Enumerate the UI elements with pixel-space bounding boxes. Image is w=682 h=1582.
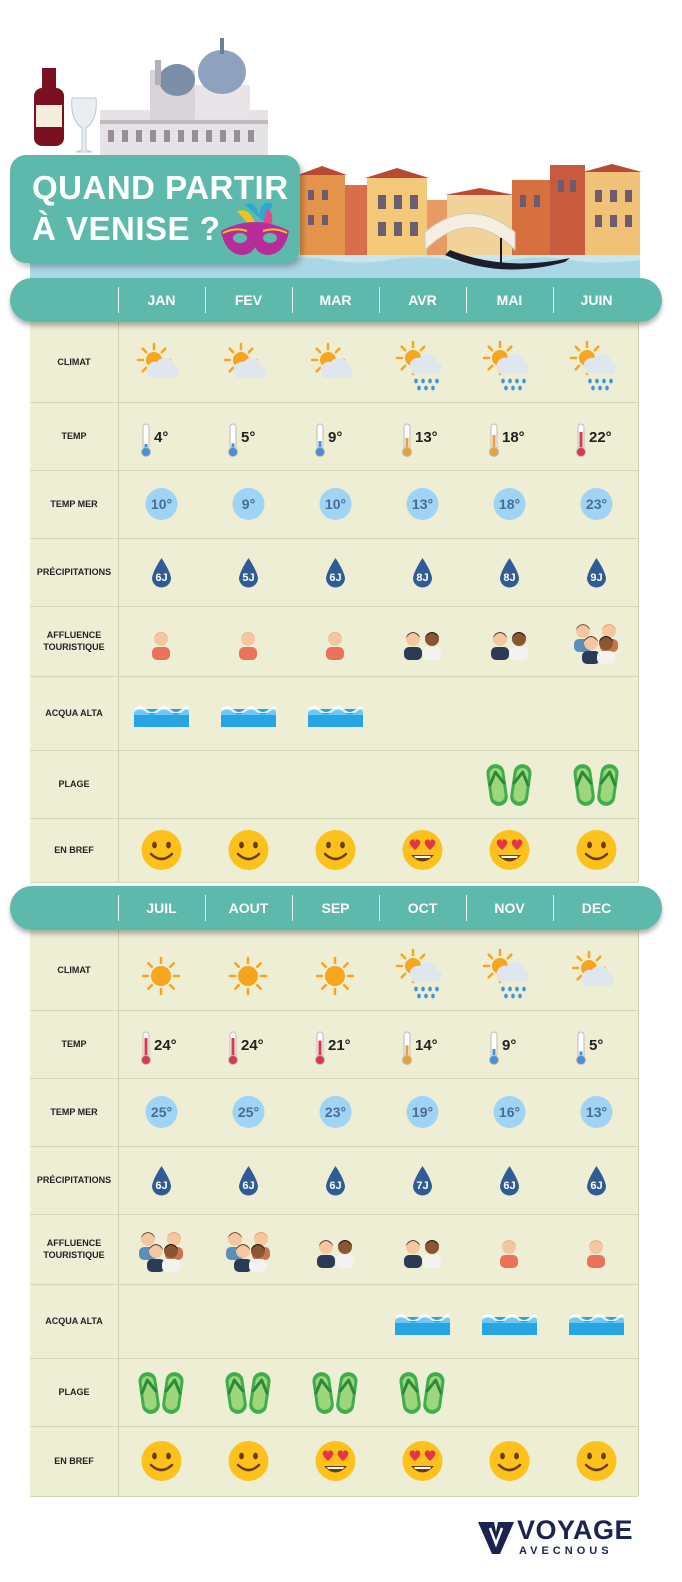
row-label-temp (30, 1038, 118, 1050)
month-separator (292, 287, 293, 313)
precipitation-cell-dec (553, 1146, 640, 1214)
precipitation-cell-oct (379, 1146, 466, 1214)
sea-temp-value: 25° (150, 1104, 173, 1120)
row-label-text: TEMP MER (50, 499, 98, 509)
row-label-text: CLIMAT (57, 357, 91, 367)
row-label-temp-mer (30, 1106, 118, 1118)
mood-cell-aout (205, 1427, 292, 1495)
mood-cell-mar (292, 816, 379, 884)
temp-cell-avr (379, 402, 466, 470)
sea-temp-value: 10° (150, 496, 173, 512)
mood-cell-sep (292, 1427, 379, 1495)
sea-temp-value: 25° (237, 1104, 260, 1120)
row-label-text: TEMP MER (50, 1107, 98, 1117)
month-label-fev: FEV (234, 292, 263, 308)
month-label-nov: NOV (494, 900, 525, 916)
row-label-temp-mer (30, 498, 118, 510)
temp-value: 22° (589, 429, 612, 446)
rain-days-value: 8J (416, 572, 429, 584)
buildings-illustration (298, 164, 642, 270)
temp-value: 24° (241, 1037, 264, 1054)
month-label-dec: DEC (581, 900, 612, 916)
row-label-precipitations (30, 566, 118, 578)
crowd-cell-nov (466, 1215, 553, 1283)
temp-value: 14° (415, 1037, 438, 1054)
title-box (10, 155, 300, 263)
crowd-cell-sep (292, 1215, 379, 1283)
sea-temp-cell-oct (379, 1078, 466, 1146)
row-label-text: PRÉCIPITATIONS (36, 567, 112, 577)
temp-value: 5° (241, 429, 256, 446)
row-label-text: ACQUA ALTA (45, 1316, 103, 1326)
crowd-cell-aout (205, 1215, 292, 1283)
rain-days-value: 5J (242, 572, 255, 584)
mood-cell-nov (466, 1427, 553, 1495)
climate-cell-mai (466, 328, 553, 396)
month-label-oct: OCT (407, 900, 438, 916)
sea-temp-cell-jan (118, 470, 205, 538)
sea-temp-cell-sep (292, 1078, 379, 1146)
month-separator (118, 895, 119, 921)
rain-days-value: 7J (416, 1180, 429, 1192)
rain-days-value: 6J (155, 1180, 168, 1192)
sea-temp-value: 23° (585, 496, 608, 512)
row-label-acqua-alta (30, 707, 118, 719)
climate-cell-aout (205, 936, 292, 1004)
month-label-jan: JAN (147, 292, 176, 308)
temp-value: 21° (328, 1037, 351, 1054)
climate-cell-nov (466, 936, 553, 1004)
basilica-illustration (100, 38, 268, 155)
climate-cell-jan (118, 328, 205, 396)
sea-temp-cell-juin (553, 470, 640, 538)
climate-cell-sep (292, 936, 379, 1004)
temp-value: 9° (328, 429, 343, 446)
row-label-text: TEMP (61, 1039, 87, 1049)
sea-temp-value: 10° (324, 496, 347, 512)
precipitation-cell-avr (379, 538, 466, 606)
temp-value: 5° (589, 1037, 604, 1054)
row-label-text: AFFLUENCE (46, 1238, 102, 1248)
voyage-logo-icon (476, 1518, 516, 1558)
temp-cell-aout (205, 1010, 292, 1078)
acqua-alta-cell-dec (553, 1287, 640, 1355)
precipitation-cell-aout (205, 1146, 292, 1214)
temp-cell-mar (292, 402, 379, 470)
crowd-cell-avr (379, 607, 466, 675)
rain-days-value: 6J (155, 572, 168, 584)
mood-cell-juil (118, 1427, 205, 1495)
temp-cell-oct (379, 1010, 466, 1078)
precipitation-cell-nov (466, 1146, 553, 1214)
sea-temp-cell-dec (553, 1078, 640, 1146)
row-label-text: TEMP (61, 431, 87, 441)
row-label-acqua-alta (30, 1315, 118, 1327)
sea-temp-cell-avr (379, 470, 466, 538)
sea-temp-cell-juil (118, 1078, 205, 1146)
climate-cell-oct (379, 936, 466, 1004)
rain-days-value: 6J (329, 1180, 342, 1192)
precipitation-cell-juil (118, 1146, 205, 1214)
temp-cell-fev (205, 402, 292, 470)
crowd-cell-mai (466, 607, 553, 675)
temp-cell-juin (553, 402, 640, 470)
month-separator (205, 895, 206, 921)
rain-days-value: 6J (503, 1180, 516, 1192)
month-label-avr: AVR (408, 292, 437, 308)
crowd-cell-juin (553, 607, 640, 675)
logo-name: VOYAGE (517, 1515, 634, 1545)
row-label-text: EN BREF (54, 845, 94, 855)
month-separator (379, 287, 380, 313)
row-label-text: ACQUA ALTA (45, 708, 103, 718)
acqua-alta-cell-nov (466, 1287, 553, 1355)
sea-temp-cell-mar (292, 470, 379, 538)
temp-value: 9° (502, 1037, 517, 1054)
precipitation-cell-fev (205, 538, 292, 606)
row-label-plage (30, 778, 118, 790)
acqua-alta-cell-mar (292, 679, 379, 747)
precipitation-cell-mai (466, 538, 553, 606)
temp-value: 24° (154, 1037, 177, 1054)
month-separator (553, 895, 554, 921)
climate-cell-mar (292, 328, 379, 396)
row-label-text: TOURISTIQUE (43, 1250, 105, 1260)
crowd-cell-juil (118, 1215, 205, 1283)
row-label-text: PLAGE (58, 1387, 90, 1397)
precipitation-cell-mar (292, 538, 379, 606)
mood-cell-mai (466, 816, 553, 884)
mood-cell-avr (379, 816, 466, 884)
sea-temp-value: 23° (324, 1104, 347, 1120)
row-label-affluence (30, 629, 118, 653)
temp-cell-mai (466, 402, 553, 470)
month-separator (466, 895, 467, 921)
beach-cell-mai (466, 750, 553, 818)
temp-cell-sep (292, 1010, 379, 1078)
temp-value: 18° (502, 429, 525, 446)
month-header-bar-1 (10, 278, 662, 322)
sea-temp-value: 9° (241, 496, 256, 512)
acqua-alta-cell-jan (118, 679, 205, 747)
temp-cell-dec (553, 1010, 640, 1078)
temp-cell-nov (466, 1010, 553, 1078)
row-label-precipitations (30, 1174, 118, 1186)
carnival-mask-icon (215, 201, 295, 265)
rain-days-value: 6J (590, 1180, 603, 1192)
crowd-cell-dec (553, 1215, 640, 1283)
row-label-en-bref (30, 1455, 118, 1467)
month-label-mai: MAI (496, 292, 523, 308)
beach-cell-sep (292, 1358, 379, 1426)
mood-cell-oct (379, 1427, 466, 1495)
row-label-text: AFFLUENCE (46, 630, 102, 640)
wine-bottle-illustration (34, 68, 96, 152)
month-label-aout: AOUT (228, 900, 269, 916)
climate-cell-juil (118, 936, 205, 1004)
month-label-juil: JUIL (146, 900, 177, 916)
sea-temp-cell-nov (466, 1078, 553, 1146)
row-label-temp (30, 430, 118, 442)
temp-value: 4° (154, 429, 169, 446)
beach-cell-aout (205, 1358, 292, 1426)
beach-cell-oct (379, 1358, 466, 1426)
row-divider (30, 1284, 638, 1285)
rain-days-value: 6J (242, 1180, 255, 1192)
row-label-affluence (30, 1237, 118, 1261)
precipitation-cell-jan (118, 538, 205, 606)
mood-cell-jan (118, 816, 205, 884)
row-label-en-bref (30, 844, 118, 856)
rain-days-value: 6J (329, 572, 342, 584)
sea-temp-value: 16° (498, 1104, 521, 1120)
temp-cell-juil (118, 1010, 205, 1078)
row-label-text: EN BREF (54, 1456, 94, 1466)
rain-days-value: 9J (590, 572, 603, 584)
temp-value: 13° (415, 429, 438, 446)
row-label-climat (30, 356, 118, 368)
month-separator (292, 895, 293, 921)
row-label-text: CLIMAT (57, 965, 91, 975)
month-header-bar-2 (10, 886, 662, 930)
month-label-sep: SEP (321, 900, 350, 916)
row-label-climat (30, 964, 118, 976)
month-label-juin: JUIN (580, 292, 613, 308)
row-divider (30, 676, 638, 677)
climate-cell-juin (553, 328, 640, 396)
precipitation-cell-sep (292, 1146, 379, 1214)
sea-temp-value: 18° (498, 496, 521, 512)
logo-subtitle: AVECNOUS (519, 1545, 613, 1557)
page-title-line-1: QUAND PARTIR (32, 169, 289, 206)
row-divider (30, 1496, 638, 1497)
beach-cell-juin (553, 750, 640, 818)
month-separator (553, 287, 554, 313)
crowd-cell-oct (379, 1215, 466, 1283)
beach-cell-juil (118, 1358, 205, 1426)
mood-cell-juin (553, 816, 640, 884)
month-label-mar: MAR (319, 292, 352, 308)
sea-temp-cell-aout (205, 1078, 292, 1146)
sea-temp-value: 19° (411, 1104, 434, 1120)
crowd-cell-fev (205, 607, 292, 675)
sea-temp-value: 13° (585, 1104, 608, 1120)
row-label-text: TOURISTIQUE (43, 642, 105, 652)
crowd-cell-jan (118, 607, 205, 675)
climate-cell-fev (205, 328, 292, 396)
page-title-line-2: À VENISE ? (32, 210, 221, 247)
rain-days-value: 8J (503, 572, 516, 584)
month-separator (118, 287, 119, 313)
row-label-text: PRÉCIPITATIONS (36, 1175, 112, 1185)
month-separator (466, 287, 467, 313)
climate-cell-avr (379, 328, 466, 396)
precipitation-cell-juin (553, 538, 640, 606)
temp-cell-jan (118, 402, 205, 470)
mood-cell-fev (205, 816, 292, 884)
sea-temp-cell-mai (466, 470, 553, 538)
month-separator (205, 287, 206, 313)
row-label-text: PLAGE (58, 779, 90, 789)
sea-temp-value: 13° (411, 496, 434, 512)
climate-cell-dec (553, 936, 640, 1004)
crowd-cell-mar (292, 607, 379, 675)
row-label-plage (30, 1386, 118, 1398)
acqua-alta-cell-oct (379, 1287, 466, 1355)
month-separator (379, 895, 380, 921)
acqua-alta-cell-fev (205, 679, 292, 747)
mood-cell-dec (553, 1427, 640, 1495)
sea-temp-cell-fev (205, 470, 292, 538)
